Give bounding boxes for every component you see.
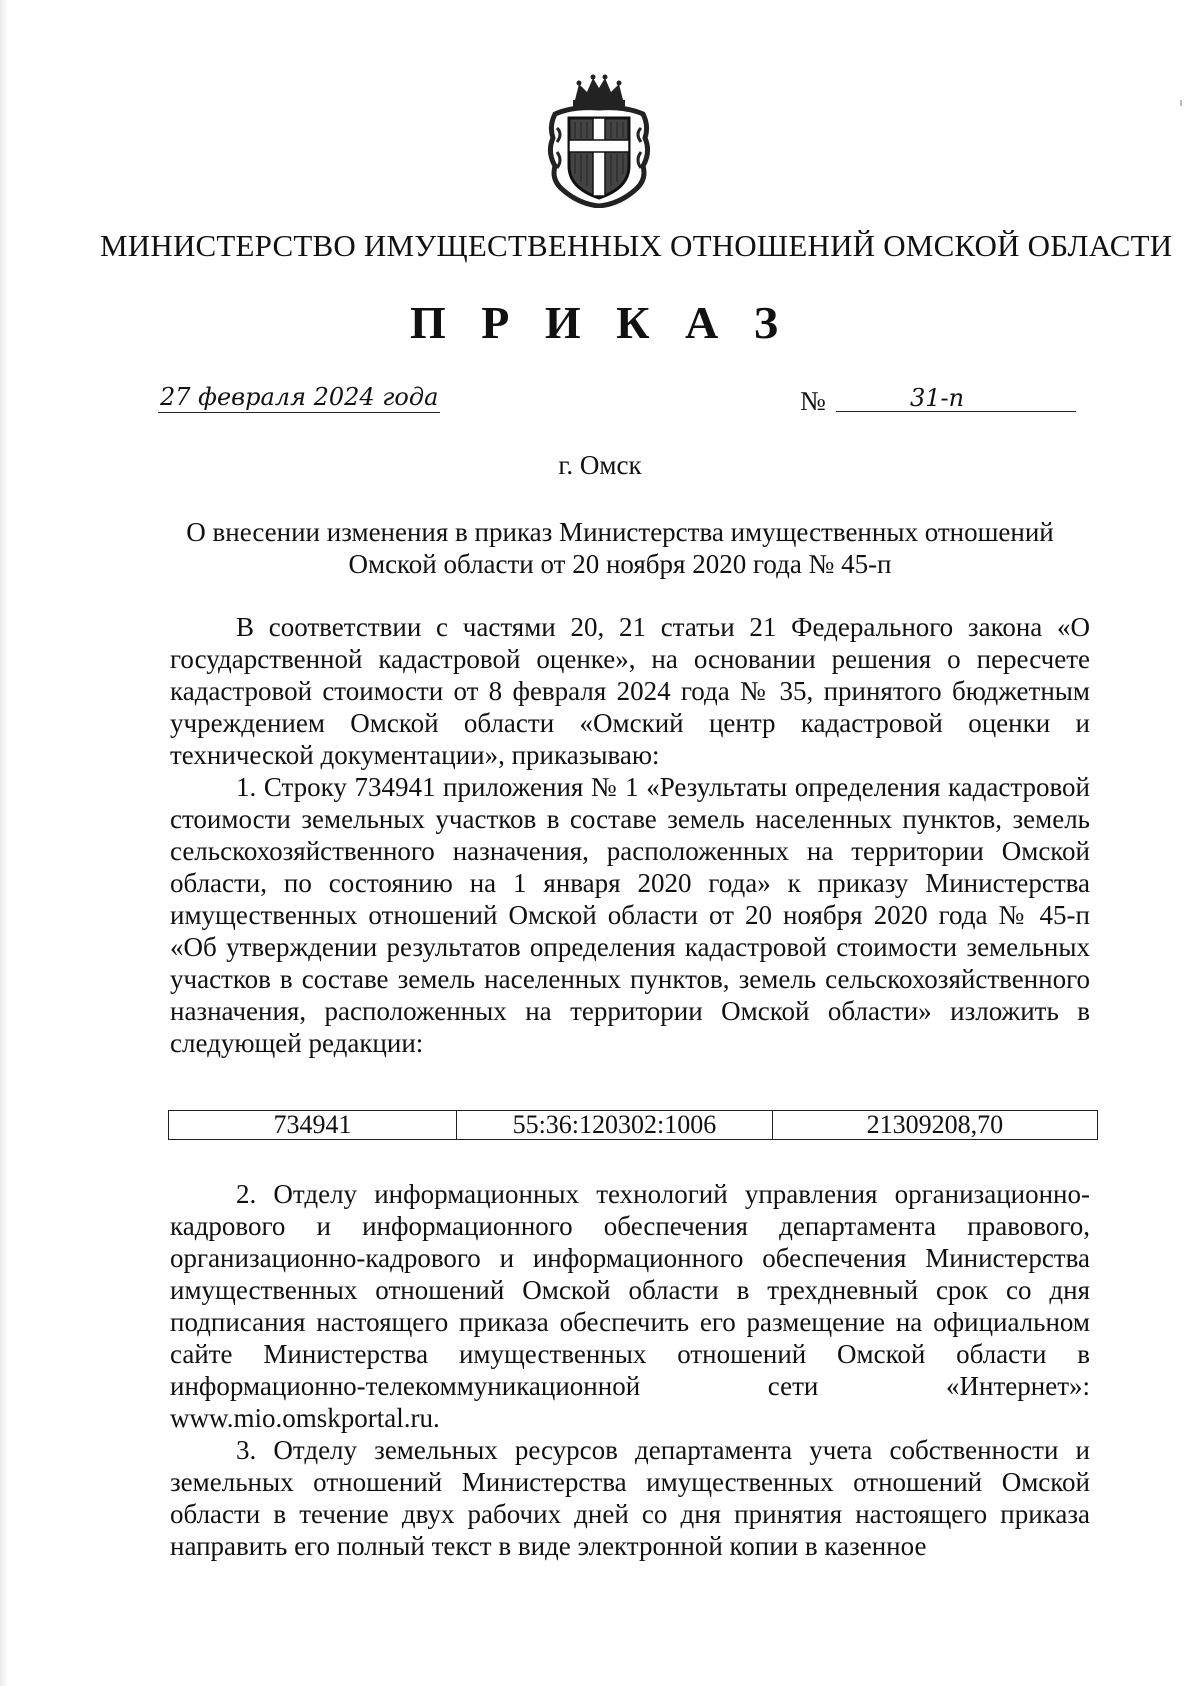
subject-line-1: О внесении изменения в приказ Министерства имущественных отношений (186, 517, 1054, 547)
cadastral-number-cell: 55:36:120302:1006 (456, 1111, 772, 1140)
body-section-2 (170, 1178, 1090, 1562)
scan-mark (1180, 100, 1182, 106)
document-subject (150, 516, 1090, 580)
scan-edge (0, 0, 8, 1686)
body-section-1 (170, 611, 1090, 1059)
document-type: П Р И К А З (409, 297, 790, 348)
table-row (169, 1111, 1098, 1140)
coat-of-arms-icon (545, 74, 653, 208)
subject-line-2: Омской области от 20 ноября 2020 года № 45-п (348, 549, 892, 579)
item-2-paragraph: 2. Отделу информационных технологий управления организационно-кадрового и информационного обеспечения департамента правового, организационно-кадрового и информационного обеспечения Министерства имущественных отношений Омской области в трехдневный срок со дня подписания настоящего приказа обеспечить его размещение на официальном сайте Министерства имущественных отношений Омской области в информационно-телекоммуникационной сети «Интернет»: www.mio.omskportal.ru. (170, 1179, 1090, 1433)
document-date: 27 февраля 2024 года (160, 383, 439, 411)
city: г. Омск (558, 450, 642, 480)
row-number-cell: 734941 (169, 1111, 457, 1140)
item-3-paragraph: 3. Отделу земельных ресурсов департамента учета собственности и земельных отношений Министерства имущественных отношений Омской области в течение двух рабочих дней со дня принятия настоящего приказа направить его полный текст в виде электронной копии в казенное (170, 1435, 1090, 1561)
number-label: № (800, 386, 826, 416)
item-1-paragraph: 1. Строку 734941 приложения № 1 «Результаты определения кадастровой стоимости земельных участков в составе земель населенных пунктов, земель сельскохозяйственного назначения, расположенных на территории Омской области, по состоянию на 1 января 2020 года» к приказу Министерства имущественных отношений Омской области от 20 ноября 2020 года № 45-п «Об утверждении результатов определения кадастровой стоимости земельных участков в составе земель населенных пунктов, земель сельскохозяйственного назначения, расположенных на территории Омской области» изложить в следующей редакции: (170, 772, 1090, 1058)
intro-paragraph: В соответствии с частями 20, 21 статьи 21 Федерального закона «О государственной кадастровой оценке», на основании решения о пересчете кадастровой стоимости от 8 февраля 2024 года № 35, принятого бюджетным учреждением Омской области «Омский центр кадастровой оценки и технической документации», приказываю: (170, 612, 1090, 770)
ministry-name: МИНИСТЕРСТВО ИМУЩЕСТВЕННЫХ ОТНОШЕНИЙ ОМСКОЙ ОБЛАСТИ (100, 228, 1173, 263)
document-number: 31-п (910, 384, 965, 412)
cadastral-value-cell: 21309208,70 (772, 1111, 1097, 1140)
amended-row-table (168, 1110, 1098, 1140)
